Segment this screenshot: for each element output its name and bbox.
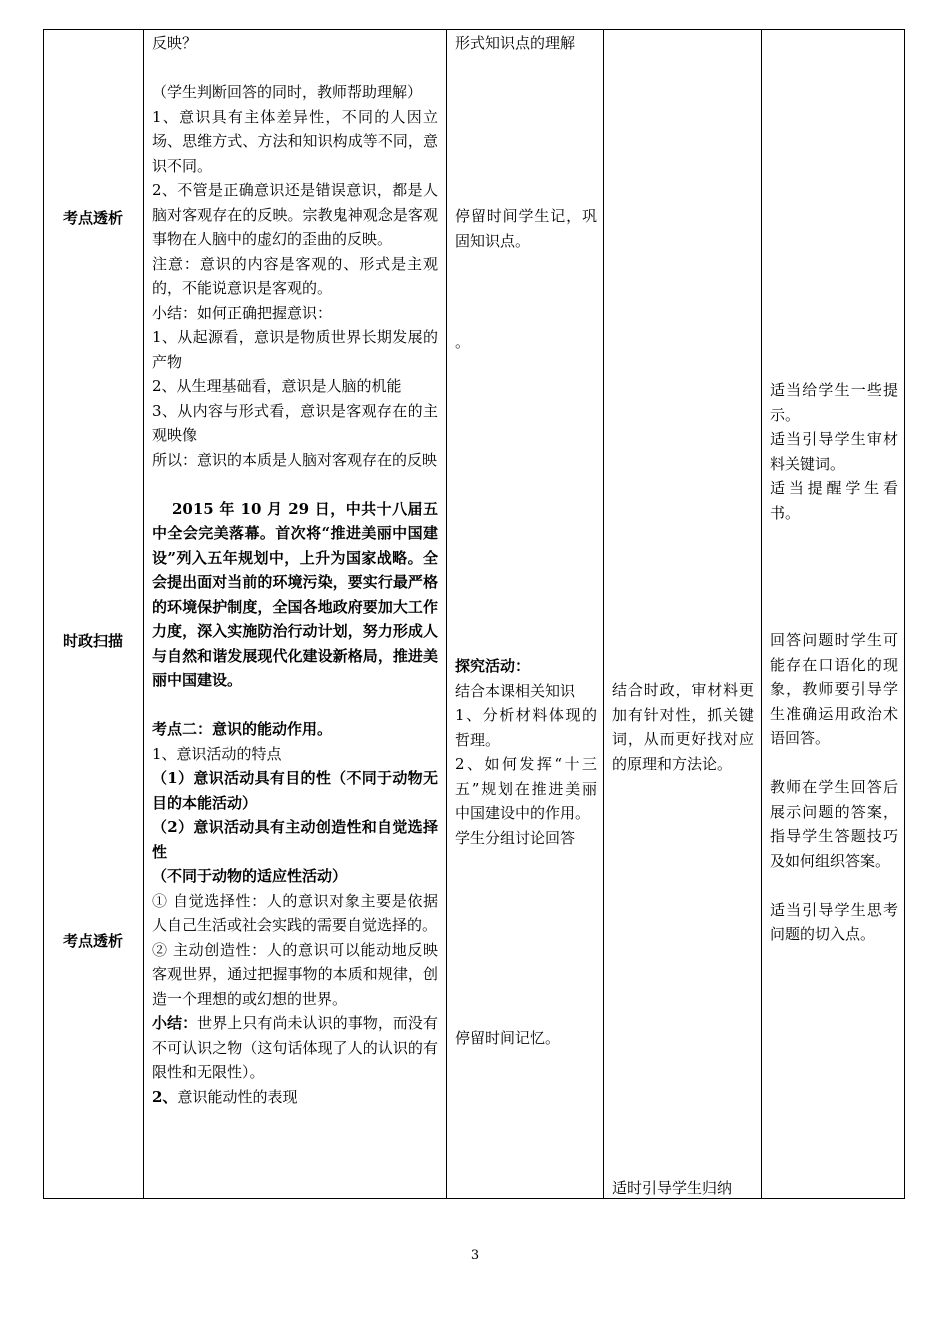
- text-line: ② 主动创造性：人的意识可以能动地反映客观世界，通过把握事物的本质和规律，创造一个理想的或幻想的世界。: [152, 940, 438, 1008]
- text-line: 1、意识活动的特点: [152, 744, 282, 763]
- note-text: 适当提醒学生看书。: [770, 479, 898, 522]
- column-divider: [446, 29, 447, 1199]
- intent-text: 适时引导学生归纳: [612, 1179, 733, 1197]
- note-text: 适当给学生一些提示。: [770, 381, 898, 424]
- note-text: 适当引导学生审材料关键词。: [770, 430, 898, 473]
- summary-heading: 小结：如何正确把握意识：: [152, 303, 333, 322]
- text-line: 所以：意识的本质是人脑对客观存在的反映: [152, 450, 438, 469]
- activity-text: 。: [455, 333, 471, 351]
- activity-text: 停留时间记忆。: [455, 1029, 561, 1047]
- note-text: 适当引导学生思考问题的切入点。: [770, 900, 898, 943]
- activity-text: 2、如何发挥“十三五”规划在推进美丽中国建设中的作用。: [455, 755, 597, 822]
- column-divider: [143, 29, 144, 1199]
- student-activity-column: [455, 1026, 597, 1051]
- teacher-notes-column: [770, 628, 898, 947]
- design-intent-column: [612, 678, 754, 776]
- note-text: 教师在学生回答后展示问题的答案，指导学生答题技巧及如何组织答案。: [770, 778, 898, 870]
- text-line: 2、从生理基础看，意识是人脑的机能: [152, 377, 402, 395]
- section-label-kaodian-2: 考点透析: [62, 932, 123, 950]
- text-line: （学生判断回答的同时，教师帮助理解）: [152, 83, 423, 101]
- text-line: 反映？: [152, 34, 198, 52]
- text-line: ① 自觉选择性：人的意识对象主要是依据人自己生活或社会实践的需要自觉选择的。: [152, 891, 438, 934]
- student-activity-column: [455, 654, 597, 850]
- text-line: 3、从内容与形式看，意识是客观存在的主观映像: [152, 401, 438, 444]
- student-activity-column: [455, 330, 597, 355]
- current-affairs-text: 2015 年 10 月 29 日，中共十八届五中全会完美落幕。首次将“推进美丽中国建设”列入五年规划中，上升为国家战略。全会提出面对当前的环境污染，要实行最严格的环境保护制度，全国各地政府要加大工作力度，深入实施防治行动计划，努力形成人与自然和谐发展现代化建设新格局，推进美丽中国建设。: [152, 499, 438, 689]
- summary-line: [152, 1011, 438, 1085]
- activity-text: 停留时间学生记，巩固知识点。: [455, 207, 597, 250]
- text-line: [152, 1085, 438, 1110]
- activity-text: 形式知识点的理解: [455, 34, 576, 52]
- content-column: [152, 31, 438, 1109]
- feature-1: （1）意识活动具有目的性（不同于动物无目的本能活动）: [152, 769, 438, 812]
- summary-label: 小结：: [152, 1014, 198, 1032]
- activity-text: 学生分组讨论回答: [455, 828, 576, 847]
- note-text: 回答问题时学生可能存在口语化的现象，教师要引导学生准确运用政治术语回答。: [770, 631, 898, 747]
- item-number: 2、: [152, 1087, 178, 1106]
- explore-heading: 探究活动：: [455, 657, 531, 675]
- column-divider: [761, 29, 762, 1199]
- text-line: 1、意识具有主体差异性，不同的人因立场、思维方式、方法和知识构成等不同，意识不同。: [152, 107, 438, 175]
- text-line: 2、不管是正确意识还是错误意识，都是人脑对客观存在的反映。宗教鬼神观念是客观事物在人脑中的虚幻的歪曲的反映。: [152, 181, 438, 248]
- feature-2-note: （不同于动物的适应性活动）: [152, 867, 348, 885]
- item-text: 意识能动性的表现: [177, 1087, 298, 1106]
- student-activity-column: [455, 204, 597, 253]
- feature-2: （2）意识活动具有主动创造性和自觉选择性: [152, 818, 438, 861]
- student-activity-column: [455, 31, 597, 56]
- page-number: 3: [470, 1248, 480, 1263]
- section-label-shizheng: 时政扫描: [62, 632, 123, 650]
- teacher-notes-column: [770, 378, 898, 525]
- kaodian-2-heading: 考点二：意识的能动作用。: [152, 720, 333, 738]
- activity-text: 结合本课相关知识: [455, 681, 576, 700]
- activity-text: 1、分析材料体现的哲理。: [455, 706, 597, 749]
- intent-text: 结合时政，审材料更加有针对性，抓关键词，从而更好找对应的原理和方法论。: [612, 681, 754, 773]
- note-text: 注意：意识的内容是客观的、形式是主观的，不能说意识是客观的。: [152, 254, 438, 297]
- text-line: 1、从起源看，意识是物质世界长期发展的产物: [152, 328, 438, 371]
- summary-text: 世界上只有尚未认识的事物，而没有不可认识之物（这句话体现了人的认识的有限性和无限性）。: [152, 1014, 438, 1081]
- design-intent-column: [612, 1176, 760, 1201]
- section-label-kaodian-1: 考点透析: [62, 209, 123, 227]
- column-divider: [603, 29, 604, 1199]
